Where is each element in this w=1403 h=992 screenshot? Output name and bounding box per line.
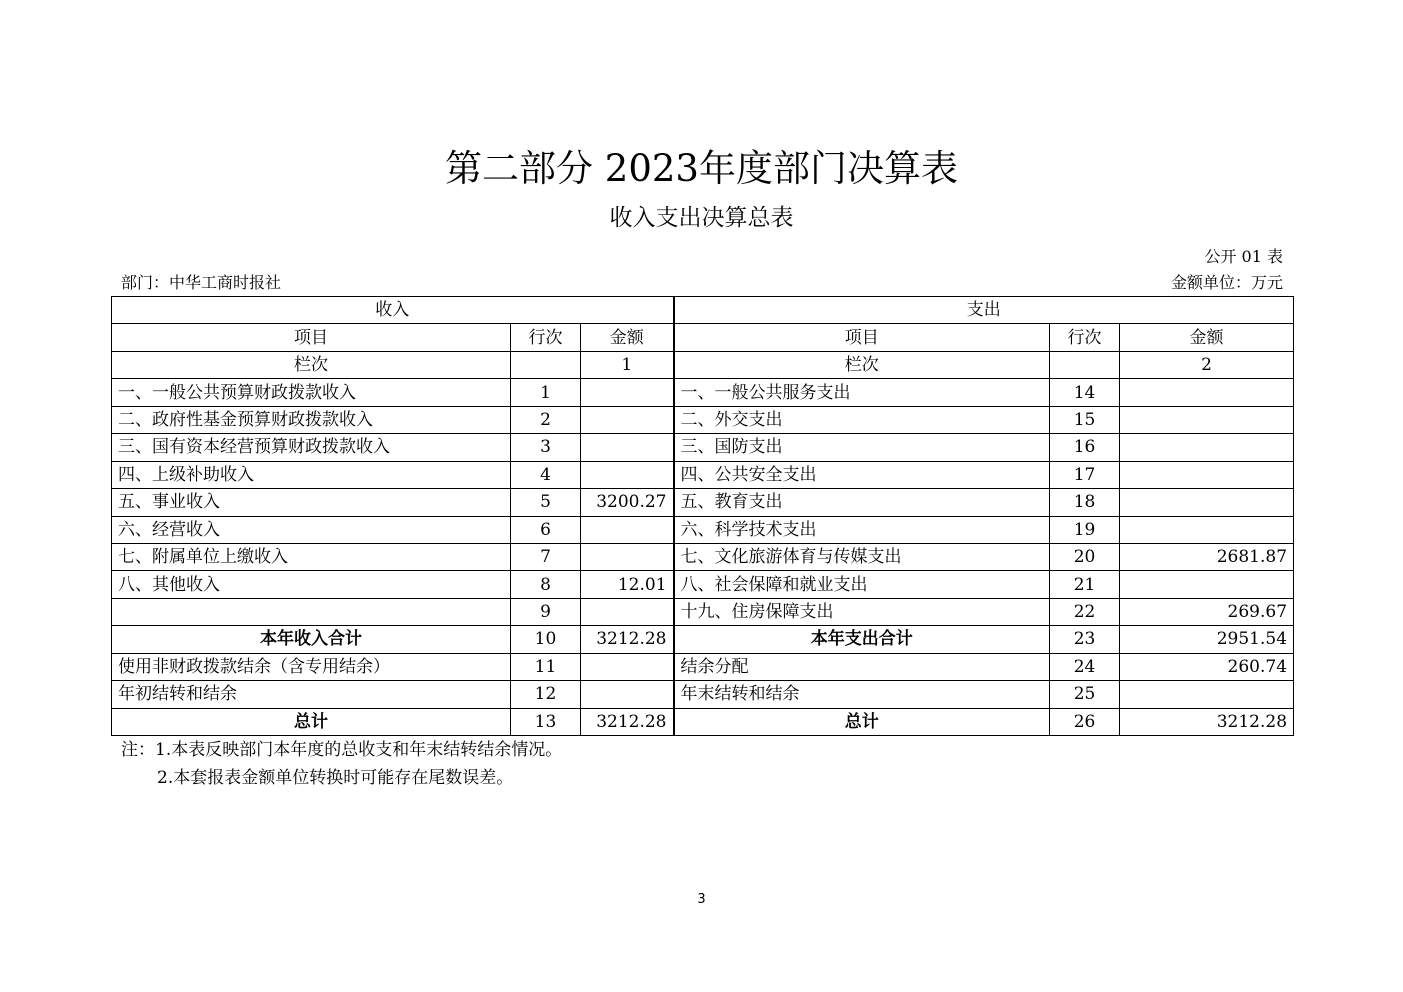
form-number: 公开 01 表 — [1204, 247, 1283, 266]
income-amount — [581, 653, 674, 680]
income-amount — [581, 379, 674, 406]
income-column-label: 栏次 — [112, 351, 511, 378]
column-header-row — [112, 324, 1294, 351]
income-item-header: 项目 — [112, 324, 511, 351]
table-row — [112, 598, 1294, 625]
income-amount — [581, 543, 674, 570]
expense-column-blank — [1050, 351, 1120, 378]
subtotal-row — [112, 626, 1294, 653]
table-row — [112, 543, 1294, 570]
income-item: 年初结转和结余 — [112, 681, 511, 708]
table-row — [112, 461, 1294, 488]
expense-item: 总计 — [674, 708, 1050, 735]
expense-row-no: 23 — [1050, 626, 1120, 653]
income-row-no: 5 — [511, 489, 581, 516]
income-row-no: 3 — [511, 434, 581, 461]
income-row-no: 12 — [511, 681, 581, 708]
income-row-no: 11 — [511, 653, 581, 680]
expense-item: 二、外交支出 — [674, 406, 1050, 433]
expense-amount-header: 金额 — [1120, 324, 1294, 351]
page-title: 第二部分 2023年度部门决算表 — [445, 147, 958, 190]
expense-row-no: 25 — [1050, 681, 1120, 708]
expense-item: 十九、住房保障支出 — [674, 598, 1050, 625]
income-amount — [581, 598, 674, 625]
table-subtitle: 收入支出决算总表 — [609, 205, 794, 231]
expense-item: 七、文化旅游体育与传媒支出 — [674, 543, 1050, 570]
expense-row-no: 14 — [1050, 379, 1120, 406]
income-amount — [581, 681, 674, 708]
expense-item: 本年支出合计 — [674, 626, 1050, 653]
total-row — [112, 708, 1294, 735]
expense-amount — [1120, 379, 1294, 406]
note-2: 2.本套报表金额单位转换时可能存在尾数误差。 — [157, 768, 514, 788]
expense-row-no: 17 — [1050, 461, 1120, 488]
table-row — [112, 681, 1294, 708]
income-row-no: 6 — [511, 516, 581, 543]
income-row-no: 8 — [511, 571, 581, 598]
income-row-no: 9 — [511, 598, 581, 625]
column-index-row — [112, 351, 1294, 378]
expense-item: 六、科学技术支出 — [674, 516, 1050, 543]
income-item: 六、经营收入 — [112, 516, 511, 543]
expense-row-no: 20 — [1050, 543, 1120, 570]
income-header: 收入 — [112, 297, 674, 324]
expense-amount: 260.74 — [1120, 653, 1294, 680]
income-row-no: 10 — [511, 626, 581, 653]
expense-amount: 3212.28 — [1120, 708, 1294, 735]
income-item: 二、政府性基金预算财政拨款收入 — [112, 406, 511, 433]
income-item: 八、其他收入 — [112, 571, 511, 598]
note-1: 注：1.本表反映部门本年度的总收支和年末结转结余情况。 — [121, 740, 563, 760]
expense-item-header: 项目 — [674, 324, 1050, 351]
page-number: 3 — [697, 892, 706, 907]
expense-row-no: 24 — [1050, 653, 1120, 680]
income-row-no-header: 行次 — [511, 324, 581, 351]
expense-item: 结余分配 — [674, 653, 1050, 680]
income-amount — [581, 434, 674, 461]
income-amount: 12.01 — [581, 571, 674, 598]
income-row-no: 4 — [511, 461, 581, 488]
income-amount-header: 金额 — [581, 324, 674, 351]
expense-row-no: 15 — [1050, 406, 1120, 433]
expense-item: 三、国防支出 — [674, 434, 1050, 461]
income-row-no: 13 — [511, 708, 581, 735]
expense-row-no: 16 — [1050, 434, 1120, 461]
expense-row-no-header: 行次 — [1050, 324, 1120, 351]
expense-amount: 269.67 — [1120, 598, 1294, 625]
expense-row-no: 22 — [1050, 598, 1120, 625]
expense-column-label: 栏次 — [674, 351, 1050, 378]
expense-amount — [1120, 571, 1294, 598]
expense-amount — [1120, 516, 1294, 543]
table-row — [112, 516, 1294, 543]
income-item: 四、上级补助收入 — [112, 461, 511, 488]
amount-unit-label: 金额单位：万元 — [1170, 273, 1283, 292]
expense-amount: 2681.87 — [1120, 543, 1294, 570]
income-item: 使用非财政拨款结余（含专用结余） — [112, 653, 511, 680]
table-row — [112, 571, 1294, 598]
income-amount — [581, 406, 674, 433]
table-row — [112, 379, 1294, 406]
expense-amount — [1120, 489, 1294, 516]
expense-item: 八、社会保障和就业支出 — [674, 571, 1050, 598]
income-item: 七、附属单位上缴收入 — [112, 543, 511, 570]
income-column-blank — [511, 351, 581, 378]
expense-item: 四、公共安全支出 — [674, 461, 1050, 488]
income-item: 三、国有资本经营预算财政拨款收入 — [112, 434, 511, 461]
income-expense-table — [111, 296, 1294, 736]
expense-amount — [1120, 434, 1294, 461]
income-row-no: 7 — [511, 543, 581, 570]
expense-amount: 2951.54 — [1120, 626, 1294, 653]
expense-header: 支出 — [674, 297, 1294, 324]
expense-column-index: 2 — [1120, 351, 1294, 378]
expense-row-no: 19 — [1050, 516, 1120, 543]
expense-row-no: 18 — [1050, 489, 1120, 516]
expense-amount — [1120, 681, 1294, 708]
table-row — [112, 489, 1294, 516]
table-row — [112, 406, 1294, 433]
expense-row-no: 21 — [1050, 571, 1120, 598]
income-item: 五、事业收入 — [112, 489, 511, 516]
expense-row-no: 26 — [1050, 708, 1120, 735]
section-header-row — [112, 297, 1294, 324]
income-amount — [581, 461, 674, 488]
department-label: 部门：中华工商时报社 — [121, 273, 282, 292]
expense-item: 五、教育支出 — [674, 489, 1050, 516]
income-row-no: 2 — [511, 406, 581, 433]
expense-amount — [1120, 461, 1294, 488]
income-item — [112, 598, 511, 625]
expense-item: 一、一般公共服务支出 — [674, 379, 1050, 406]
income-amount: 3212.28 — [581, 708, 674, 735]
income-amount: 3200.27 — [581, 489, 674, 516]
income-item: 一、一般公共预算财政拨款收入 — [112, 379, 511, 406]
expense-amount — [1120, 406, 1294, 433]
income-row-no: 1 — [511, 379, 581, 406]
income-item: 本年收入合计 — [112, 626, 511, 653]
income-item: 总计 — [112, 708, 511, 735]
income-amount: 3212.28 — [581, 626, 674, 653]
table-row — [112, 434, 1294, 461]
income-amount — [581, 516, 674, 543]
table-row — [112, 653, 1294, 680]
income-column-index: 1 — [581, 351, 674, 378]
expense-item: 年末结转和结余 — [674, 681, 1050, 708]
